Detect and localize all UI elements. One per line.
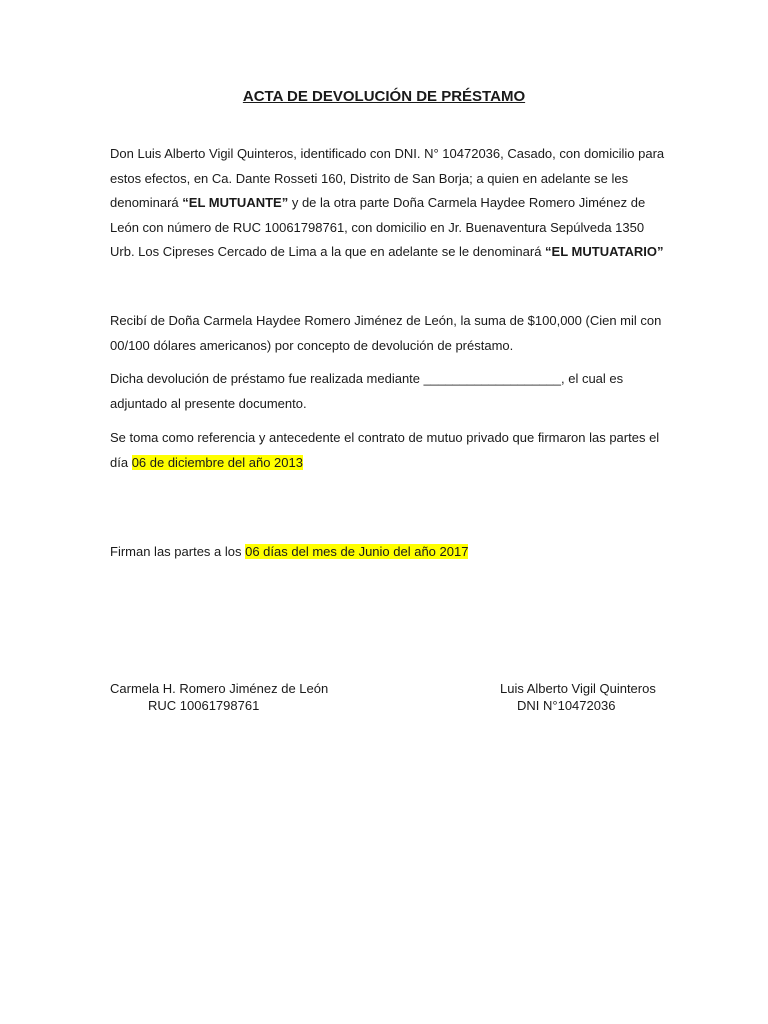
signature-block-right [500, 680, 700, 714]
mutuante-term: “EL MUTUANTE” [182, 195, 289, 210]
paragraph-payment-method: Dicha devolución de préstamo fue realizada mediante ___________________, el cual es adjuntado al presente documento. [110, 371, 624, 411]
contract-date-highlight: 06 de diciembre del año 2013 [131, 454, 303, 470]
signatory-name-left: Carmela H. Romero Jiménez de León [110, 681, 329, 696]
signatory-id-left: RUC 10061798761 [148, 698, 260, 713]
signatory-id-right: DNI N°10472036 [517, 698, 616, 713]
parties-text-a: Don Luis Alberto Vigil Quinteros, identificado con DNI. N° 10472036, Casado, con domicilio para estos efectos, en Ca. Dante Rosseti 160, Distrito de San Borja; a quien en adelante se les denominará [110, 146, 665, 210]
signatory-name-right: Luis Alberto Vigil Quinteros [500, 681, 656, 696]
mutuatario-term: “EL MUTUATARIO” [545, 244, 664, 259]
paragraph-parties [110, 142, 666, 265]
paragraph-signing-date [110, 540, 666, 565]
parties-text-b: y de la otra parte Doña Carmela Haydee Romero Jiménez de León con número de RUC 10061798761, con domicilio en Jr. Buenaventura Sepúlveda 1350 Urb. Los Cipreses Cercado de Lima a la que en adelante se le denominará [110, 195, 646, 259]
reference-text: Se toma como referencia y antecedente el contrato de mutuo privado que firmaron las partes el día [110, 430, 660, 470]
document-title: ACTA DE DEVOLUCIÓN DE PRÉSTAMO [242, 88, 526, 105]
signing-date-highlight: 06 días del mes de Junio del año 2017 [245, 544, 469, 559]
paragraph-reference [110, 426, 666, 475]
signing-text: Firman las partes a los [110, 544, 246, 559]
signature-block-left [110, 680, 350, 714]
paragraph-receipt: Recibí de Doña Carmela Haydee Romero Jiménez de León, la suma de $100,000 (Cien mil con 00/100 dólares americanos) por concepto de devolución de préstamo. [110, 313, 662, 353]
